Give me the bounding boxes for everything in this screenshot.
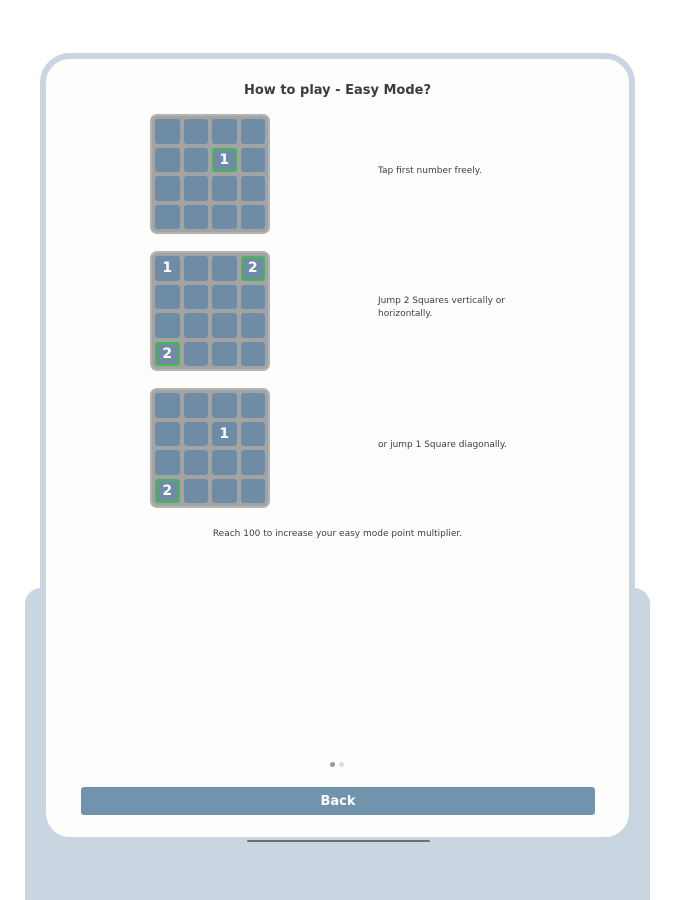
page-indicator: [330, 762, 344, 767]
grid-cell: [212, 393, 237, 418]
grid-cell: [241, 393, 266, 418]
step-1-description: Tap first number freely.: [378, 166, 482, 176]
grid-cell: [155, 176, 180, 201]
grid-cell: [184, 148, 209, 173]
grid-cell: [212, 479, 237, 504]
how-to-play-card: [40, 53, 635, 843]
grid-cell: [184, 422, 209, 447]
numbered-cell: 1: [212, 148, 237, 173]
numbered-cell: 1: [212, 422, 237, 447]
grid-cell: [155, 205, 180, 230]
step-2-board: [150, 251, 270, 371]
grid-cell: [241, 479, 266, 504]
grid-cell: [155, 450, 180, 475]
grid-cell: [155, 119, 180, 144]
page-title: How to play - Easy Mode?: [244, 83, 431, 98]
grid-cell: [155, 285, 180, 310]
grid-cell: [212, 119, 237, 144]
grid-cell: [212, 256, 237, 281]
grid-cell: [241, 176, 266, 201]
grid-cell: [212, 342, 237, 367]
grid-cell: [184, 205, 209, 230]
multiplier-note: Reach 100 to increase your easy mode point multiplier.: [212, 529, 463, 539]
step-3-board: [150, 388, 270, 508]
grid-cell: [241, 342, 266, 367]
grid-cell: [184, 176, 209, 201]
grid-cell: [155, 313, 180, 338]
home-indicator: [247, 840, 430, 842]
grid-cell: [184, 313, 209, 338]
grid-cell: [241, 450, 266, 475]
grid-cell: [241, 148, 266, 173]
grid-cell: [155, 393, 180, 418]
grid-cell: [184, 256, 209, 281]
grid-cell: [184, 119, 209, 144]
grid-cell: [212, 285, 237, 310]
grid-cell: [241, 119, 266, 144]
grid-cell: [184, 342, 209, 367]
example-grid: [150, 388, 270, 508]
grid-cell: [184, 479, 209, 504]
grid-cell: [212, 450, 237, 475]
example-grid: [150, 114, 270, 234]
numbered-cell: 2: [155, 479, 180, 504]
grid-cell: [184, 285, 209, 310]
grid-cell: [241, 313, 266, 338]
step-1-board: [150, 114, 270, 234]
grid-cell: [212, 313, 237, 338]
example-grid: [150, 251, 270, 371]
grid-cell: [155, 148, 180, 173]
page-dot[interactable]: [339, 762, 344, 767]
grid-cell: [241, 205, 266, 230]
grid-cell: [212, 205, 237, 230]
grid-cell: [184, 393, 209, 418]
back-button[interactable]: Back: [81, 787, 595, 815]
step-2-description: Jump 2 Squares vertically or horizontally.: [378, 296, 505, 319]
step-3-description: or jump 1 Square diagonally.: [378, 440, 507, 450]
numbered-cell: 2: [241, 256, 266, 281]
grid-cell: [184, 450, 209, 475]
grid-cell: [241, 285, 266, 310]
page-dot[interactable]: [330, 762, 335, 767]
grid-cell: [155, 422, 180, 447]
numbered-cell: 2: [155, 342, 180, 367]
numbered-cell: 1: [155, 256, 180, 281]
grid-cell: [241, 422, 266, 447]
grid-cell: [212, 176, 237, 201]
